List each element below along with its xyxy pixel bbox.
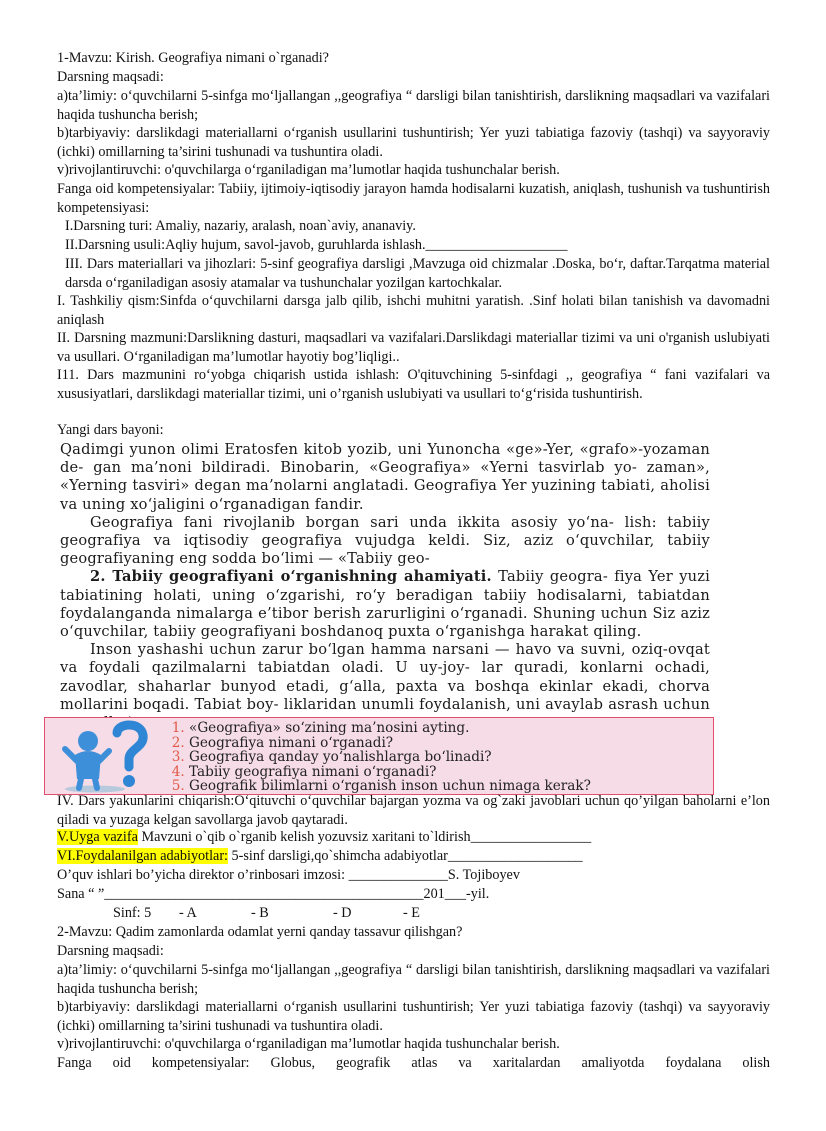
grade-a: - A xyxy=(179,905,197,921)
lesson2-aim-a: a)ta’limiy: o‘quvchilarni 5-sinfga mo‘ljallangan ,,geografiya “ darsligi bilan tanishtirish, darslikning maqsadlari va vazifalari haqida tushuncha berish; xyxy=(57,962,770,997)
scan-paragraph-2: Geografiya fani rivojlanib borgan sari unda ikkita asosiy yo‘na- lish: tabiiy geografiya va iqtisodiy geografiya vujudga keldi. Siz, aziz o‘quvchilar, tabiiy geografiyaning eng sodda bo‘limi — «Tabiiy geo- xyxy=(60,513,710,568)
lesson1-literature xyxy=(57,847,770,866)
literature-label: VI.Foydalanilgan adabiyotlar: xyxy=(57,848,228,864)
questions-list xyxy=(163,721,591,794)
lesson1-materials: III. Dars materiallari va jihozlari: 5-sinf geografiya darsligi ,Mavzuga oid chizmalar .Doska, bo‘r, daftar.Tarqatma material darsda o‘rganiladigan asosiy atamalar va tushunchalar yozilgan kartochkalar. xyxy=(65,256,770,291)
textbook-scan xyxy=(60,441,710,732)
question-item: 1. «Geografiya» so‘zining ma’nosini ayting. xyxy=(189,721,591,736)
grade-b: - B xyxy=(251,905,269,921)
lesson2-competencies: Fanga oid kompetensiyalar: Globus, geografik atlas va xaritalardan amaliyotda foydalana olish xyxy=(57,1055,770,1071)
scan-paragraph-3: Tabiiy geogra- fiya Yer yuzi tabiatining holati, uning o‘zgarishi, ro‘y beradigan tabiiy hodisalarni, tabiatdan foydalanganda nimalarga e’tibor berish zarurligini o‘rganadi. Shuning uchun Siz aziz o‘quvchilar, tabiiy geografiyani boshdanoq puxta o‘rganishga harakat qiling. xyxy=(60,568,711,641)
homework-label: V.Uyga vazifa xyxy=(57,829,138,845)
lesson1-summary-text: IV. Dars yakunlarini chiqarish:O‘qituvchi o‘quvchilar bajargan yozma va og`zaki javoblari uchun qo’yilgan baholarni e’lon qiladi va yuzaga kelgan savollarga javob qaytaradi. xyxy=(57,793,770,828)
lesson1-homework xyxy=(57,828,770,847)
scan-heading-2: 2. Tabiiy geografiyani o‘rganishning ahamiyati. xyxy=(90,568,492,586)
grade-row xyxy=(113,904,826,923)
lesson1-aim-a: a)ta’limiy: o‘quvchilarni 5-sinfga mo‘ljallangan ,,geografiya “ darsligi bilan tanishtirish, darslikning maqsadlari va vazifalari haqida tushuncha berish; xyxy=(57,88,770,123)
lesson1-competencies: Fanga oid kompetensiyalar: Tabiiy, ijtimoiy-iqtisodiy jarayon hamda hodisalarni kuzatish, aniqlash, tushunish va tushuntirish kompetensiyasi: xyxy=(57,181,770,216)
question-item: 5. Geografik bilimlarni o‘rganish inson uchun nimaga kerak? xyxy=(189,779,591,794)
grade-class: Sinf: 5 xyxy=(113,905,152,921)
lesson1-date: Sana “ ”_____________________________________________201___-yil. xyxy=(57,886,490,902)
homework-text: Mavzuni o`qib o`rganib kelish yozuvsiz xaritani to`ldirish_________________ xyxy=(137,829,592,845)
lesson1-title: 1-Mavzu: Kirish. Geografiya nimani o`rganadi? xyxy=(57,50,329,66)
questions-box xyxy=(44,717,714,795)
question-item: 3. Geografiya qanday yo‘nalishlarga bo‘linadi? xyxy=(189,750,591,765)
question-item: 2. Geografiya nimani o‘rganadi? xyxy=(189,736,591,751)
scan-paragraph-1: Qadimgi yunon olimi Eratosfen kitob yozib, uni Yunoncha «ge»-Yer, «grafo»-yozaman de- gan ma’noni bildiradi. Binobarin, «Geografiya» «Yerni tasvirlab yo- zaman», «Yerning tasviri» degan ma’nolarni anglatadi. Geografiya Yer yuzining tabiati, aholisi va uning xo‘jaligini o‘rganadigan fandir. xyxy=(60,441,710,513)
lesson1-content: II. Darsning mazmuni:Darslikning dasturi, maqsadlari va vazifalari.Darslikdagi materiallar tizimi va uni o'rganish uslubiyati va usullari. O‘rganiladigan ma’lumotlar hayotiy bog’liqligi.. xyxy=(57,330,770,365)
lesson1-method: II.Darsning usuli:Aqliy hujum, savol-javob, guruhlarda ishlash.____________________ xyxy=(65,237,568,253)
grade-d: - D xyxy=(333,905,352,921)
grade-e: - E xyxy=(403,905,420,921)
lesson1-signature: O’quv ishlari bo’yicha direktor o’rinbosari imzosi: ______________S. Tojiboyev xyxy=(57,867,520,883)
lesson1-org: I. Tashkiliy qism:Sinfda o‘quvchilarni darsga jalb qilib, ishchi muhitni yaratish. .Sinf holati bilan tanishish va davomadni aniqlash xyxy=(57,293,770,328)
lesson1-aim-v: v)rivojlantiruvchi: o'quvchilarga o‘rganiladigan ma’lumotlar haqida tushunchalar berish. xyxy=(57,162,560,178)
lesson1-new-topic: Yangi dars bayoni: xyxy=(57,422,164,438)
lesson2-aim-v: v)rivojlantiruvchi: o'quvchilarga o‘rganiladigan ma’lumotlar haqida tushunchalar berish. xyxy=(57,1036,560,1052)
lesson1-aim-heading: Darsning maqsadi: xyxy=(57,69,164,85)
lesson1-work: I11. Dars mazmunini ro‘yobga chiqarish ustida ishlash: O'qituvchining 5-sinfdagi ,, geografiya “ fani vazifalari va xususiyatlari, darslikdagi materiallar tizimi, uni o’rganish uslubiyati va usullari to‘g‘risida tushuntirish. xyxy=(57,367,770,402)
scan-paragraph-4: Inson yashashi uchun zarur bo‘lgan hamma narsani — havo va suvni, oziq-ovqat va foydali qazilmalarni tabiatdan oladi. U uy-joy- lar quradi, konlarni ochadi, zavodlar, shaharlar bunyod etadi, g‘alla, paxta va boshqa ekinlar ekadi, chorva mollarini boqadi. Tabiat boy- liklaridan unumli foydalanish, uni avaylab asrash uchun xyxy=(60,641,710,713)
question-item: 4. Tabiiy geografiya nimani o‘rganadi? xyxy=(189,765,591,780)
lesson1-aim-b: b)tarbiyaviy: darslikdagi materiallarni o‘rganish usullarini tushuntirish; Yer yuzi tabiatiga fazoviy (tashqi) va sayyoraviy (ichki) omillarning ta’sirini tushunadi va tushuntira oladi. xyxy=(57,125,770,160)
lesson1-summary xyxy=(57,793,770,828)
question-figure-icon xyxy=(55,721,165,793)
lesson2-title: 2-Mavzu: Qadim zamonlarda odamlat yerni qanday tassavur qilishgan? xyxy=(57,924,463,940)
lesson1-type: I.Darsning turi: Amaliy, nazariy, aralash, noan`aviy, ananaviy. xyxy=(65,218,416,234)
lesson2-aim-b: b)tarbiyaviy: darslikdagi materiallarni o‘rganish usullarini tushuntirish; Yer yuzi tabiatiga fazoviy (tashqi) va sayyoraviy (ichki) omillarning ta’sirini tushunadi va tushuntira oladi. xyxy=(57,999,770,1034)
scan-section-2 xyxy=(60,568,710,641)
lesson2-aim-heading: Darsning maqsadi: xyxy=(57,943,164,959)
literature-text: 5-sinf darsligi,qo`shimcha adabiyotlar___________________ xyxy=(228,848,583,864)
